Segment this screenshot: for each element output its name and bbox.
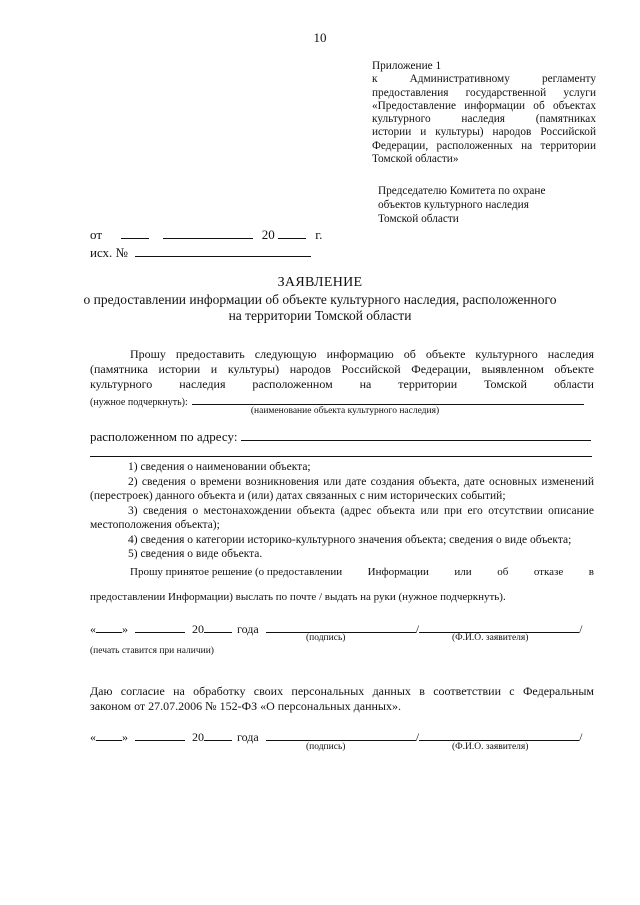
decision-line-1 <box>130 566 594 578</box>
object-name-caption: (наименование объекта культурного наследия) <box>250 406 440 416</box>
outgoing-row <box>90 244 311 261</box>
date-year-suffix: г. <box>315 227 323 242</box>
appendix-admin: Административному <box>409 73 510 86</box>
date-ot-label: от <box>90 227 103 242</box>
sig2-caption-name: (Ф.И.О. заявителя) <box>452 742 529 752</box>
decision-part-6: в <box>588 566 594 578</box>
sig1-caption-sign: (подпись) <box>306 633 346 643</box>
sig2-quote-open: « <box>90 730 96 744</box>
sig1-day-field[interactable] <box>96 620 122 633</box>
decision-part-3: или <box>454 566 472 578</box>
date-year-prefix: 20 <box>261 227 275 242</box>
options-list <box>90 460 594 562</box>
title-main: ЗАЯВЛЕНИЕ <box>277 275 363 290</box>
address-field[interactable] <box>241 428 591 441</box>
sig2-month-field[interactable] <box>135 728 185 741</box>
decision-line-2: предоставлении Информации) выслать по почте / выдать на руки (нужное подчеркнуть). <box>90 591 506 603</box>
request-line-2: (памятника истории и культуры) народов Российской Федерации, выявленном объекте <box>90 362 594 376</box>
stamp-note: (печать ставится при наличии) <box>90 646 214 656</box>
address-field-line-2[interactable] <box>90 456 592 457</box>
option-2: 2) сведения о времени возникновения или дате создания объекта, дате основных изменений <box>128 475 594 488</box>
decision-part-2: Информации <box>367 566 429 578</box>
request-word-7: области <box>553 377 594 391</box>
option-5: 5) сведения о виде объекта. <box>128 548 263 560</box>
sig1-slash-2: / <box>579 622 583 636</box>
date-month-field[interactable] <box>163 226 253 239</box>
sig1-signature-field[interactable] <box>266 620 416 633</box>
sig2-year-prefix: 20 <box>192 730 204 744</box>
appendix-line-4: «Предоставление информации об объектах <box>372 99 596 112</box>
appendix-block <box>372 60 596 166</box>
request-word-3: расположенном <box>252 377 333 391</box>
addressee-line-1: Председателю Комитета по охране <box>378 185 546 197</box>
decision-part-4: об <box>497 566 509 578</box>
date-day-field[interactable] <box>121 226 149 239</box>
sig1-year-word: года <box>237 622 259 636</box>
address-row <box>90 428 594 445</box>
appendix-reglament: регламенту <box>541 73 596 86</box>
date-year-field[interactable] <box>278 226 306 239</box>
request-word-5: территории <box>398 377 458 391</box>
appendix-word-2: наследия <box>461 113 505 126</box>
sig2-caption-sign: (подпись) <box>306 742 346 752</box>
appendix-word-3: (памятниках <box>535 113 596 126</box>
sig1-name-field[interactable] <box>419 620 579 633</box>
appendix-line-8: Томской области» <box>372 153 459 166</box>
request-word-6: Томской <box>484 377 527 391</box>
sig1-slash-1: / <box>415 622 420 636</box>
appendix-line-2 <box>372 73 596 86</box>
sig1-year-field[interactable] <box>204 620 232 633</box>
sig2-year-field[interactable] <box>204 728 232 741</box>
sig2-quote-close: » <box>122 730 128 744</box>
addressee-line-2: объектов культурного наследия <box>378 199 529 211</box>
consent-line-2: законом от 27.07.2006 № 152-ФЗ «О персональных данных». <box>90 699 401 713</box>
document-title <box>0 275 640 325</box>
appendix-line-7: Федерации, расположенных на территории <box>372 139 596 152</box>
title-sub-2: на территории Томской области <box>228 308 412 323</box>
sig2-day-field[interactable] <box>96 728 122 741</box>
decision-part-5: отказе <box>533 566 564 578</box>
appendix-line-6: истории и культуры) народов Российской <box>372 126 596 139</box>
sig2-year-word: года <box>237 730 259 744</box>
outgoing-label: исх. № <box>90 245 128 260</box>
sig2-name-field[interactable] <box>419 728 579 741</box>
date-row <box>90 226 322 243</box>
request-underline-hint: (нужное подчеркнуть): <box>90 397 188 408</box>
option-1: 1) сведения о наименовании объекта; <box>128 461 311 473</box>
request-line-1: Прошу предоставить следующую информацию об объекте культурного наследия <box>130 347 594 361</box>
request-line-3 <box>90 377 594 392</box>
appendix-line-5 <box>372 113 596 126</box>
sig2-signature-field[interactable] <box>266 728 416 741</box>
sig2-slash-2: / <box>579 730 583 744</box>
request-word-1: культурного <box>90 377 153 391</box>
sig2-slash-1: / <box>415 730 420 744</box>
decision-part-1: Прошу принятое решение (о предоставлении <box>130 566 343 578</box>
address-label: расположенном по адресу: <box>90 429 238 444</box>
appendix-line-3: предоставления государственной услуги <box>372 86 596 99</box>
sig1-quote-open: « <box>90 622 96 636</box>
addressee-block <box>378 184 598 226</box>
object-name-field[interactable] <box>192 392 584 405</box>
sig1-year-prefix: 20 <box>192 622 204 636</box>
option-3-cont: местоположения объекта); <box>90 519 220 531</box>
option-2-cont: (перестроек) данного объекта и (или) датах связанных с ним исторических событий; <box>90 490 506 502</box>
option-3: 3) сведения о местонахождении объекта (адрес объекта или при его отсутствии описание <box>128 504 594 517</box>
request-word-4: на <box>359 377 372 391</box>
sig1-caption-name: (Ф.И.О. заявителя) <box>452 633 529 643</box>
sig1-month-field[interactable] <box>135 620 185 633</box>
request-word-2: наследия <box>179 377 226 391</box>
outgoing-number-field[interactable] <box>135 244 311 257</box>
option-4: 4) сведения о категории историко-культурного значения объекта; сведения о виде объекта; <box>128 533 572 546</box>
title-sub-1: о предоставлении информации об объекте культурного наследия, расположенного <box>83 291 557 307</box>
appendix-word-1: культурного <box>372 113 431 126</box>
appendix-k: к <box>372 73 378 86</box>
page-number: 10 <box>313 30 327 45</box>
consent-line-1: Даю согласие на обработку своих персональных данных в соответствии с Федеральным <box>90 684 594 698</box>
sig1-quote-close: » <box>122 622 128 636</box>
addressee-line-3: Томской области <box>378 213 459 225</box>
appendix-line-1: Приложение 1 <box>372 60 442 72</box>
